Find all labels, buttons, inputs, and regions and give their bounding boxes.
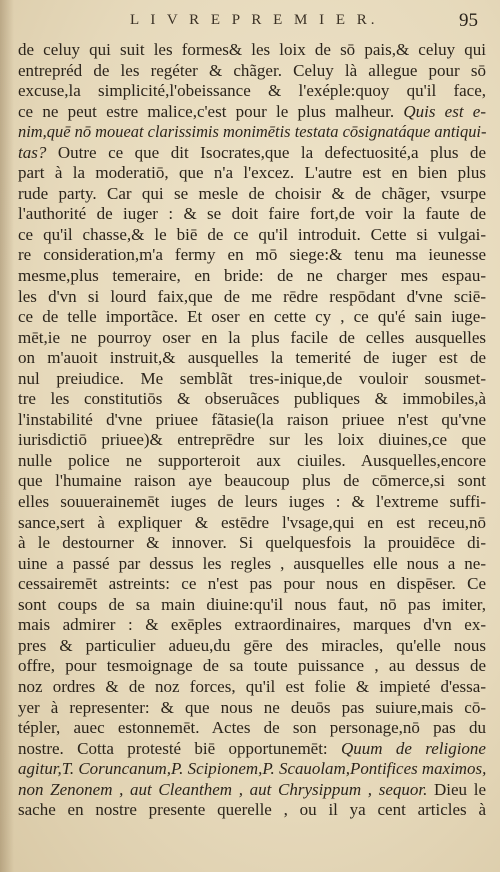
text-line <box>18 369 486 390</box>
page-number: 95 <box>459 10 478 31</box>
italic-quotation: nim,quē nō moueat clarissimis monimētis testata cōsignatáque antiqui- <box>18 122 487 142</box>
text-line <box>18 471 486 492</box>
text-run: à le destourner & innover. Si quelquesfois la prouidēce di- <box>18 533 486 553</box>
italic-quotation: non Zenonem , aut Cleanthem , aut Chrysippum , sequor. <box>18 779 428 799</box>
text-line <box>18 636 486 657</box>
text-line <box>18 554 486 575</box>
text-line <box>18 656 486 677</box>
text-line <box>18 739 486 760</box>
text-line <box>18 533 486 554</box>
text-run: rude party. Car qui se mesle de choisir & de chãger, vsurpe <box>18 183 486 203</box>
text-line <box>18 389 486 410</box>
text-run: sont coups de sa main diuine:qu'il nous faut, nō pas imiter, <box>18 594 486 614</box>
text-line <box>18 184 486 205</box>
text-run: ce de telle importãce. Et oser en cette cy , ce qu'é sain iuge- <box>18 307 486 327</box>
text-run: excuse,la simplicité,l'obeissance & l'exéple:quoy qu'il face, <box>18 81 486 101</box>
gutter-shadow <box>0 0 14 872</box>
text-run: sance,sert à expliquer & estēdre l'vsage,qui en est receu,nō <box>18 512 486 532</box>
text-line <box>18 348 486 369</box>
text-line <box>18 574 486 595</box>
text-line <box>18 122 486 143</box>
text-run: Dieu le <box>427 779 486 799</box>
text-run: yer à representer: & que nous ne deuōs pas suiure,mais cō- <box>18 697 486 717</box>
text-run: l'authorité de iuger : & se doit faire fort,de voir la faute de <box>18 204 486 224</box>
text-run: ce qu'il chasse,& le biē de ce qu'il introduit. Cette si vulgai- <box>18 224 486 244</box>
text-run: de celuy qui suit les formes& les loix de sō pais,& celuy qui <box>18 40 486 59</box>
text-line <box>18 81 486 102</box>
text-run: les d'vn si lourd faix,que de me rēdre respōdant d'vne sciē- <box>18 286 486 306</box>
text-line <box>18 143 486 164</box>
text-run: nul preiudice. Me semblãt tres-inique,de vouloir sousmet- <box>18 368 486 388</box>
text-run: mesme,plus temeraire, en bride: de ne charger mes espau- <box>18 266 486 286</box>
text-line <box>18 492 486 513</box>
text-line <box>18 61 486 82</box>
text-run: uine a passé par dessus les regles , ausquelles elle nous a ne- <box>18 553 486 573</box>
text-run: l'instabilité d'vne priuee fãtasie(la raison priuee n'est qu'vne <box>18 409 486 429</box>
text-run: tre les constitutiōs & obseruãces publiques & immobiles,à <box>18 389 486 409</box>
text-run: re consideration,m'a fermy en mō siege:& tenu ma ieunesse <box>18 245 486 265</box>
text-run: noz ordres & de noz forces, qu'il est folie & impieté d'essa- <box>18 676 486 696</box>
text-run: nostre. Cotta protesté biē opportunemēt: <box>18 738 341 758</box>
text-line <box>18 307 486 328</box>
text-run: iurisdictiō priuee)& entreprēdre sur les loix diuines,ce que <box>18 430 486 450</box>
text-line <box>18 698 486 719</box>
text-line <box>18 718 486 739</box>
text-line <box>18 40 486 61</box>
body-text <box>18 40 486 821</box>
text-line <box>18 615 486 636</box>
text-run: Outre ce que dit Isocrates,que la defectuosité,a plus de <box>46 142 486 162</box>
italic-quotation: tas? <box>18 142 47 162</box>
text-line <box>18 245 486 266</box>
text-run: tépler, auec estonnemēt. Actes de son personage,nō pas du <box>18 718 486 738</box>
italic-quotation: Quum de religione <box>340 738 486 758</box>
text-line <box>18 102 486 123</box>
text-run: elles souuerainemēt iuges de leurs iuges : & l'extreme suffi- <box>18 492 486 512</box>
text-run: mēt,ie ne pourroy oser en la plus facile de celles ausquelles <box>18 327 486 347</box>
text-line <box>18 430 486 451</box>
text-run: sache en nostre presente querelle , ou il ya cent articles à <box>18 800 486 820</box>
text-run: ce ne peut estre malice,c'est pour le plus malheur. <box>18 101 404 121</box>
text-line <box>18 451 486 472</box>
text-line <box>18 759 486 780</box>
italic-quotation: Quis est e- <box>403 101 486 121</box>
text-line <box>18 410 486 431</box>
text-line <box>18 225 486 246</box>
text-run: pres & particulier adueu,du gēre des miracles, qu'elle nous <box>18 635 486 655</box>
text-line <box>18 328 486 349</box>
text-run: part à la moderatiō, que n'a l'excez. L'autre est en bien plus <box>18 163 486 183</box>
italic-quotation: agitur,T. Coruncanum,P. Scipionem,P. Scauolam,Pontifices maximos, <box>18 759 487 779</box>
text-line <box>18 163 486 184</box>
text-run: on m'auoit instruit,& ausquelles la temerité de iuger est de <box>18 348 486 368</box>
text-run: nulle police ne supporteroit aux ciuiles. Ausquelles,encore <box>18 450 486 470</box>
text-run: cessairemēt astreints: ce n'est pas pour nous en dispēser. Ce <box>18 574 486 594</box>
text-run: que l'humaine raison aye beaucoup plus de cōmerce,si sont <box>18 471 486 491</box>
text-line <box>18 595 486 616</box>
text-line <box>18 204 486 225</box>
text-line <box>18 266 486 287</box>
text-line <box>18 513 486 534</box>
text-line <box>18 677 486 698</box>
text-line <box>18 800 486 821</box>
text-line <box>18 780 486 801</box>
text-run: entrepréd de les regéter & chãger. Celuy là allegue pour sō <box>18 60 486 80</box>
running-title: L I V R E P R E M I E R. <box>130 12 379 28</box>
running-head <box>0 10 500 34</box>
text-run: offre, pour tesmoignage de sa toute puissance , au dessus de <box>18 656 486 676</box>
text-line <box>18 287 486 308</box>
text-run: mais admirer : & exēples extraordinaires, marques d'vn ex- <box>18 615 486 635</box>
